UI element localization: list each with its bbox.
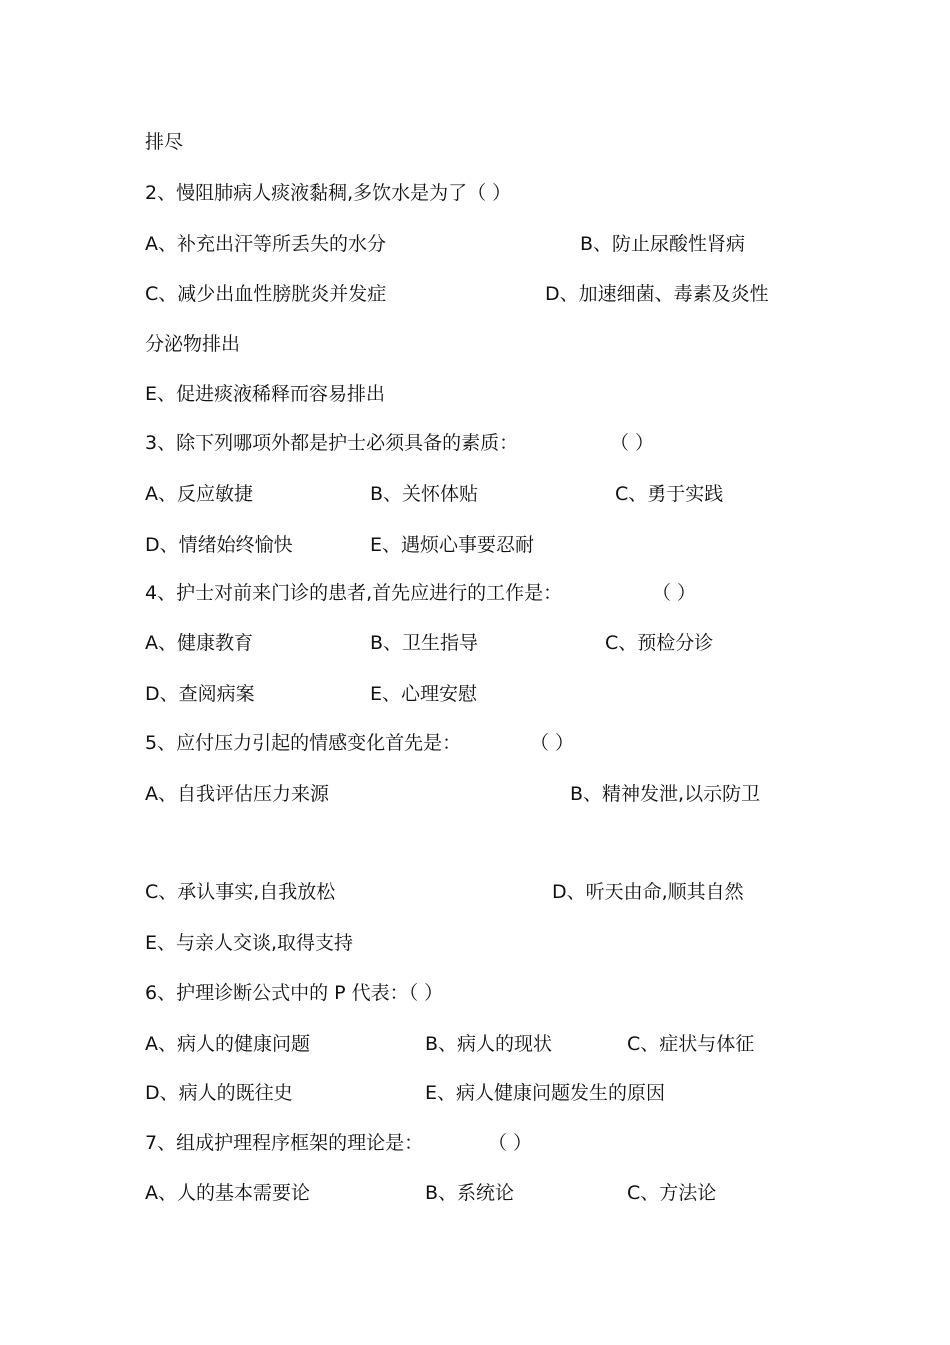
question-7-answer-blank: （ ）: [488, 1132, 533, 1154]
question-4-stem: 4、护士对前来门诊的患者,首先应进行的工作是：: [145, 582, 563, 604]
question-5-option-e: E、与亲人交谈,取得支持: [145, 932, 354, 954]
question-4-option-c: C、预检分诊: [605, 632, 714, 654]
question-2-option-b: B、防止尿酸性肾病: [580, 233, 746, 255]
question-3-answer-blank: （ ）: [610, 432, 655, 454]
question-7-option-b: B、系统论: [425, 1182, 515, 1204]
question-6-stem: 6、护理诊断公式中的 P 代表：（ ）: [145, 982, 444, 1004]
question-3-option-b: B、关怀体贴: [370, 483, 479, 505]
question-6-option-c: C、症状与体征: [627, 1033, 755, 1055]
question-5-option-c: C、承认事实,自我放松: [145, 881, 336, 903]
question-4-option-b: B、卫生指导: [370, 632, 479, 654]
question-4-option-a: A、健康教育: [145, 632, 253, 654]
question-7-option-c: C、方法论: [627, 1182, 717, 1204]
question-6-option-b: B、病人的现状: [425, 1033, 553, 1055]
question-6-option-a: A、病人的健康问题: [145, 1033, 310, 1055]
question-2-option-c: C、减少出血性膀胱炎并发症: [145, 283, 387, 305]
question-2-option-d-continued: 分泌物排出: [145, 333, 241, 355]
question-5-answer-blank: （ ）: [530, 732, 575, 754]
question-3-stem: 3、除下列哪项外都是护士必须具备的素质：: [145, 432, 519, 454]
question-2-option-a: A、补充出汗等所丢失的水分: [145, 233, 386, 255]
question-5-option-b: B、精神发泄,以示防卫: [570, 783, 761, 805]
question-4-option-d: D、查阅病案: [145, 683, 255, 705]
question-3-option-d: D、情绪始终愉快: [145, 534, 293, 556]
question-4-answer-blank: （ ）: [652, 582, 697, 604]
question-3-option-c: C、勇于实践: [615, 483, 724, 505]
question-5-option-a: A、自我评估压力来源: [145, 783, 329, 805]
question-5-option-d: D、听天由命,顺其自然: [552, 881, 744, 903]
question-2-option-e: E、促进痰液稀释而容易排出: [145, 383, 386, 405]
question-5-stem: 5、应付压力引起的情感变化首先是：: [145, 732, 462, 754]
question-7-stem: 7、组成护理程序框架的理论是：: [145, 1132, 424, 1154]
question-4-option-e: E、心理安慰: [370, 683, 478, 705]
question-6-option-d: D、病人的既往史: [145, 1082, 293, 1104]
text-line-continuation: 排尽: [145, 131, 184, 153]
question-6-option-e: E、病人健康问题发生的原因: [425, 1082, 666, 1104]
question-2-option-d: D、加速细菌、毒素及炎性: [545, 283, 769, 305]
question-3-option-a: A、反应敏捷: [145, 483, 253, 505]
question-2-stem: 2、慢阻肺病人痰液黏稠,多饮水是为了（ ）: [145, 182, 512, 204]
question-7-option-a: A、人的基本需要论: [145, 1182, 310, 1204]
question-3-option-e: E、遇烦心事要忍耐: [370, 534, 535, 556]
